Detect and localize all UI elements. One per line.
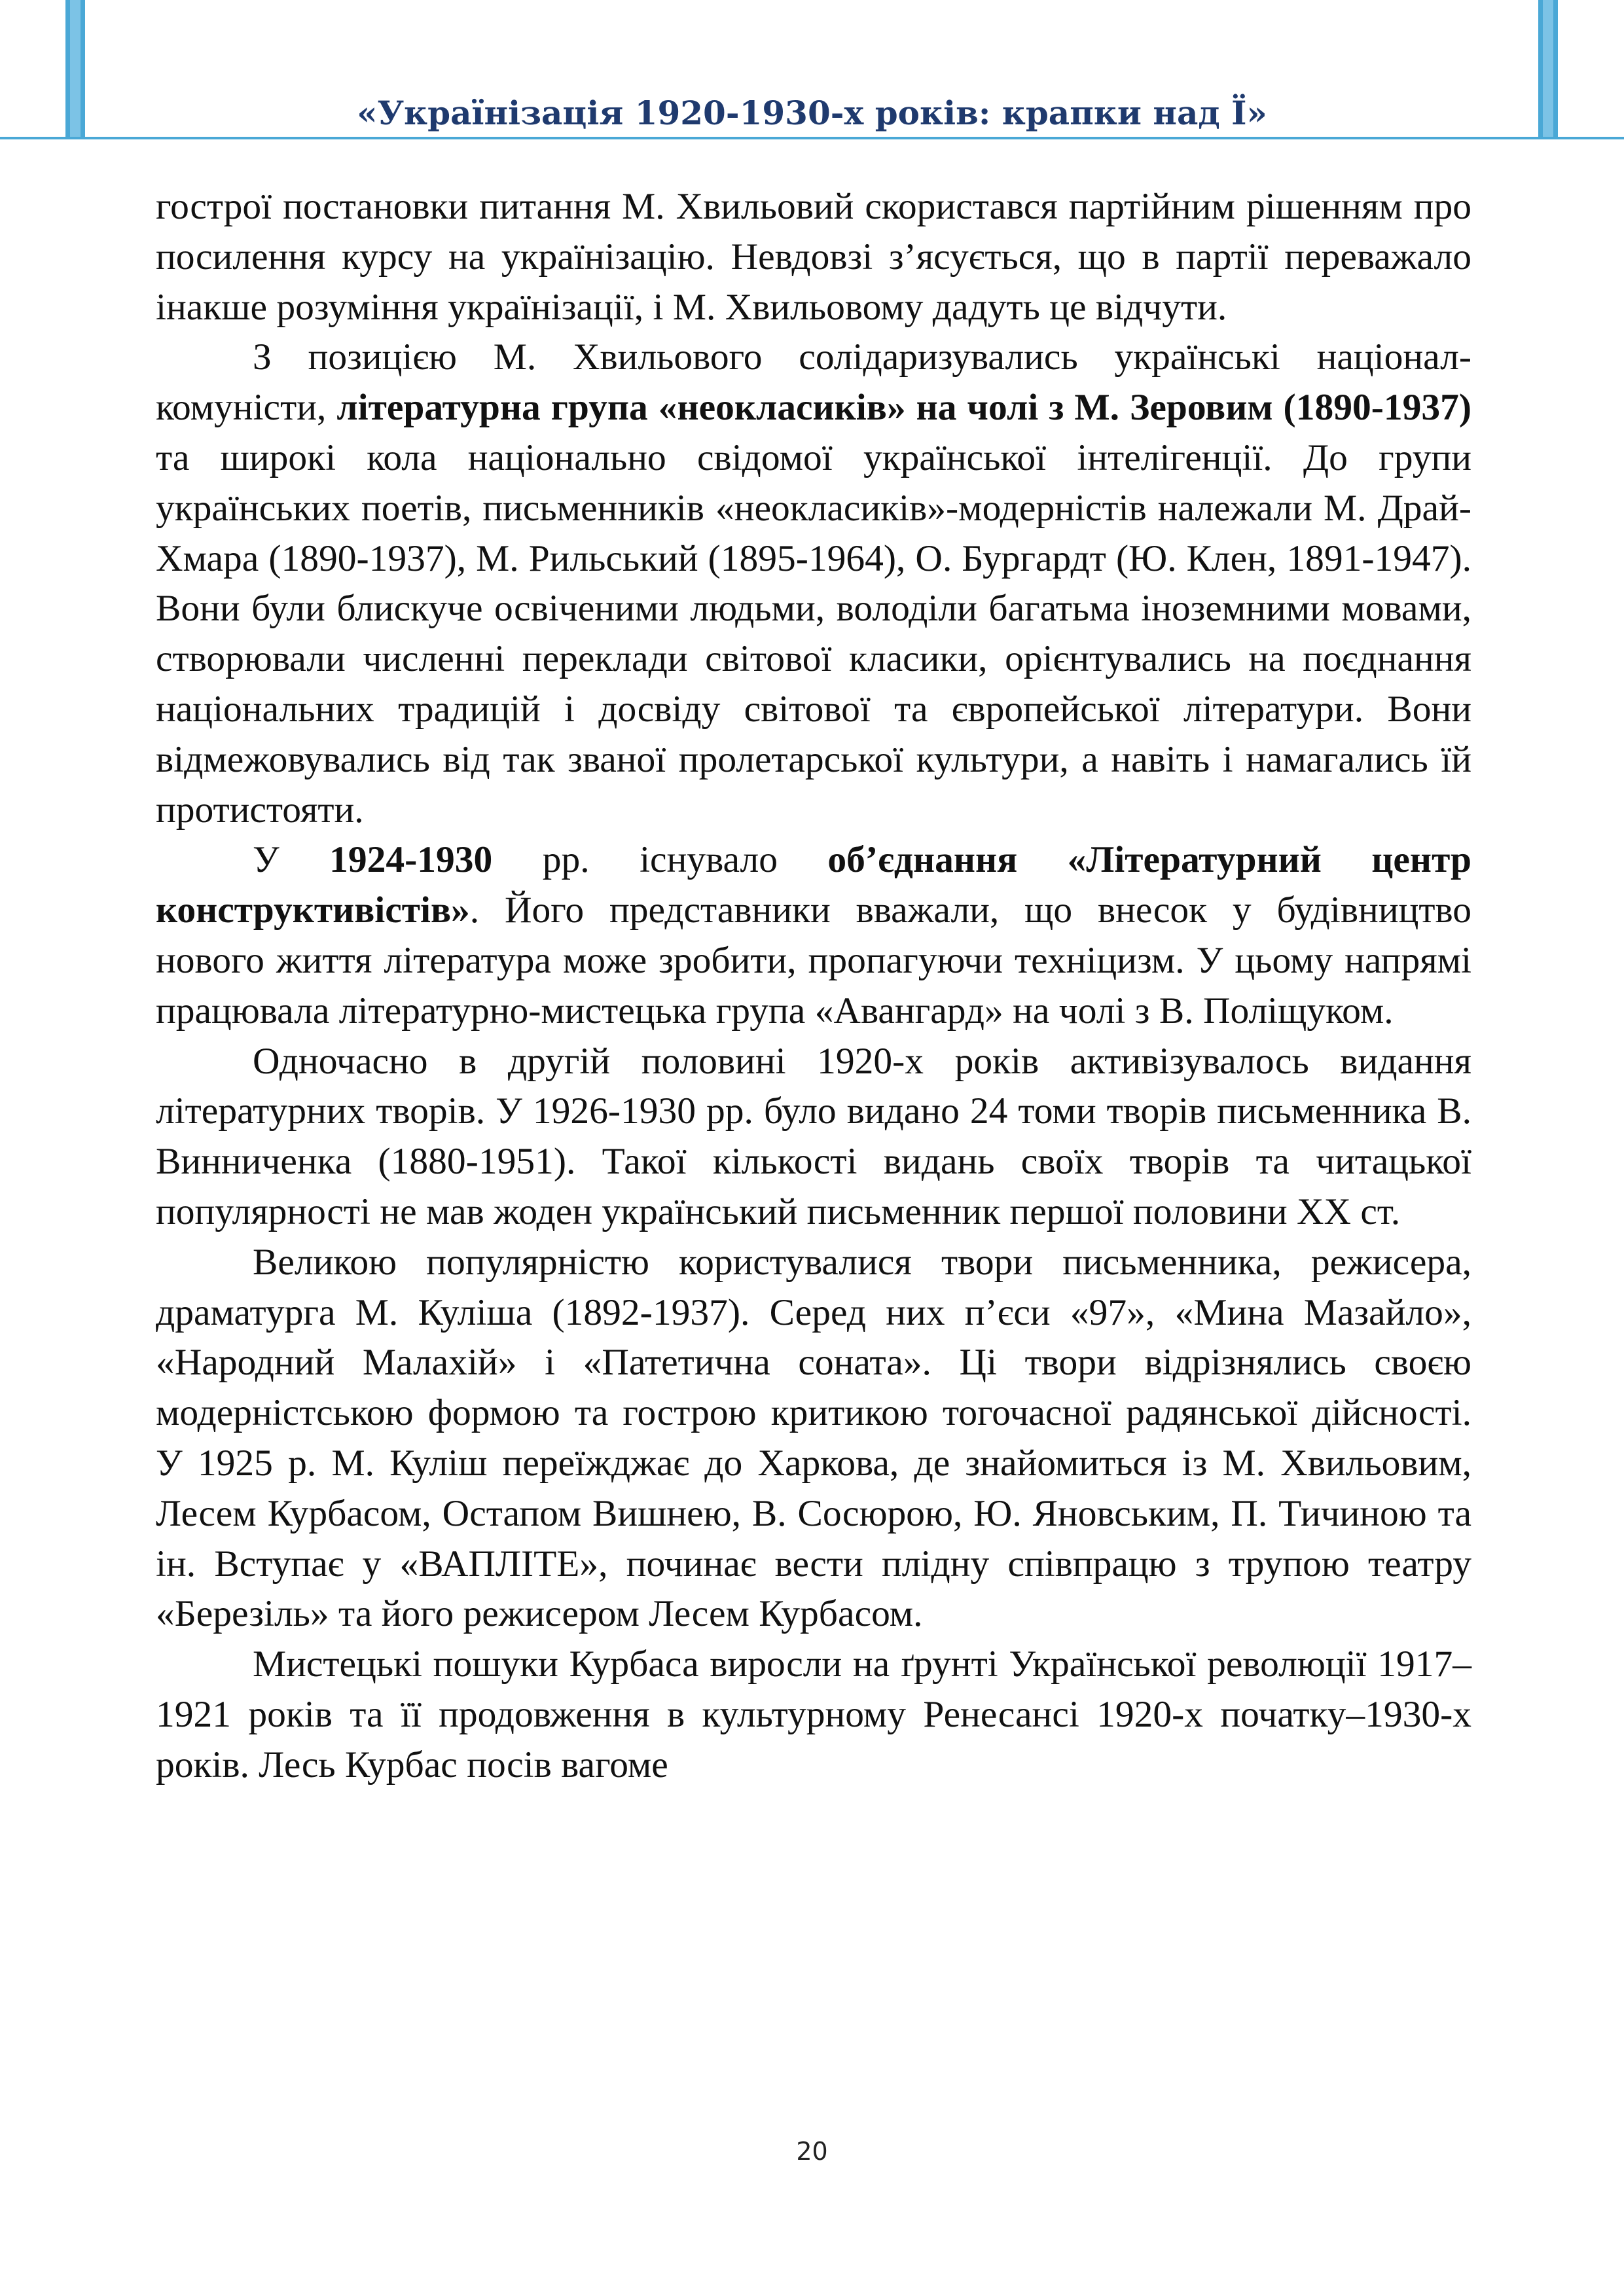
text-run: рр. існувало	[492, 839, 828, 881]
body-paragraph	[156, 1037, 1471, 1238]
page-number: 20	[796, 2137, 828, 2166]
header-divider	[0, 137, 1624, 139]
body-paragraph	[156, 332, 1471, 835]
bold-text-run: літературна група «неокласиків» на чолі з М. Зеровим (1890-1937)	[336, 387, 1471, 429]
text-run: та широкі кола національно свідомої української інтелігенції. До групи українських поетів, письменників «неокласиків»-модерністів належали М. Драй-Хмара (1890-1937), М. Рильський (1895-1964), О. Бургардт (Ю. Клен, 1891-1947). Вони були блискуче освіченими людьми, володіли багатьма іноземними мовами, створювали численні переклади світової класики, орієнтувались на поєднання національних традицій і досвіду світової та європейської літератури. Вони відмежовувались від так званої пролетарської культури, а навіть і намагались їй протистояти.	[156, 437, 1471, 831]
text-run: Мистецькі пошуки Курбаса виросли на ґрунті Української революції 1917–1921 років та її продовження в культурному Ренесансі 1920-х початку–1930-х років. Лесь Курбас посів вагоме	[156, 1643, 1471, 1785]
text-run: Одночасно в другій половині 1920-х років активізувалось видання літературних творів. У 1926-1930 рр. було видано 24 томи творів письменника В. Винниченка (1880-1951). Такої кількості видань своїх творів та читацької популярності не мав жоден український письменник першої половини ХХ ст.	[156, 1040, 1471, 1232]
body-paragraph	[156, 1238, 1471, 1640]
text-run: гострої постановки питання М. Хвильовий скористався партійним рішенням про посилення курсу на українізацію. Невдовзі з’ясується, що в партії переважало інакше розуміння українізації, і М. Хвильовому дадуть це відчути.	[156, 186, 1471, 328]
text-run: З позицією М. Хвильового солідаризувались українські націонал-комуністи,	[156, 336, 1471, 429]
bold-text-run: 1924-1930	[329, 839, 493, 881]
bold-text-run: об’єднання «Літературний центр конструктивістів»	[156, 839, 1471, 931]
running-header-title: «Українізація 1920-1930-х років: крапки над Ї»	[357, 94, 1267, 132]
body-paragraph	[156, 835, 1471, 1036]
body-paragraph	[156, 1640, 1471, 1790]
document-body	[156, 182, 1471, 1791]
body-paragraph	[156, 182, 1471, 332]
text-run: Великою популярністю користувалися твори письменника, режисера, драматурга М. Куліша (1892-1937). Серед них п’єси «97», «Мина Мазайло», «Народний Малахій» і «Патетична соната». Ці твори відрізнялись своєю модерністською формою та гострою критикою тогочасної радянської дійсності. У 1925 р. М. Куліш переїжджає до Харкова, де знайомиться із М. Хвильовим, Лесем Курбасом, Остапом Вишнею, В. Сосюрою, Ю. Яновським, П. Тичиною та ін. Вступає у «ВАПЛІТЕ», починає вести плідну співпрацю з трупою театру «Березіль» та його режисером Лесем Курбасом.	[156, 1241, 1471, 1635]
text-run: . Його представники вважали, що внесок у будівництво нового життя література може зробити, пропагуючи техніцизм. У цьому напрямі працювала літературно-мистецька група «Авангард» на чолі з В. Поліщуком.	[156, 889, 1471, 1031]
text-run: У	[253, 839, 330, 881]
